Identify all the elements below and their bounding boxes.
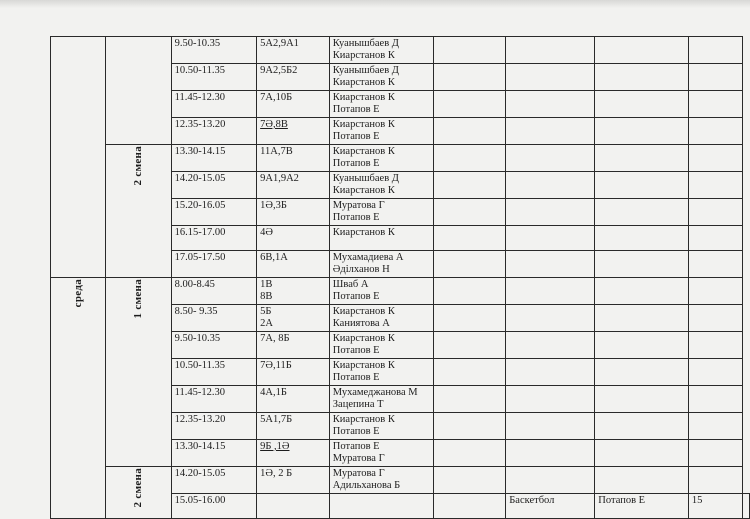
- teacher-cell: [329, 278, 433, 305]
- empty-cell: [688, 64, 742, 91]
- teacher-cell-line: Әділханов Н: [332, 264, 390, 275]
- empty-cell: [506, 37, 595, 64]
- class-cell-line: 1В: [260, 279, 273, 290]
- class-cell: [257, 332, 330, 359]
- class-cell: [257, 305, 330, 332]
- empty-cell: [688, 413, 742, 440]
- empty-cell: [506, 199, 595, 226]
- teacher-cell-line: Куанышбаев Д: [332, 173, 399, 184]
- empty-cell: [506, 64, 595, 91]
- empty-cell: [595, 359, 689, 386]
- empty-cell: [688, 199, 742, 226]
- teacher-cell: [329, 359, 433, 386]
- empty-cell: [433, 64, 505, 91]
- teacher-cell-line: Киарстанов К: [332, 333, 395, 344]
- class-cell-line: 9А2,5Б2: [260, 65, 298, 76]
- empty-cell: [506, 145, 595, 172]
- teacher-cell-line: Мухамадиева А: [332, 252, 404, 263]
- empty-cell: [433, 145, 505, 172]
- teacher-cell-line: Киарстанов К: [332, 306, 395, 317]
- table-row: [51, 37, 750, 64]
- day-cell-wednesday: [51, 278, 106, 519]
- empty-cell: [433, 226, 505, 251]
- teacher-cell: [329, 172, 433, 199]
- empty-cell: [688, 305, 742, 332]
- time-cell: 14.20-15.05: [171, 467, 257, 494]
- class-cell: [257, 440, 330, 467]
- sport-cell: Баскетбол: [506, 494, 595, 519]
- teacher-cell-line: Мухамеджанова М: [332, 387, 418, 398]
- teacher-cell-line: Киарстанов К: [332, 227, 395, 238]
- class-cell: [257, 226, 330, 251]
- teacher-cell: [329, 413, 433, 440]
- teacher-cell-line: Адильханова Б: [332, 480, 401, 491]
- empty-cell: [433, 172, 505, 199]
- count-cell: 15: [688, 494, 742, 519]
- teacher-cell: [329, 440, 433, 467]
- empty-cell: [595, 251, 689, 278]
- shift-2-cell: [106, 145, 171, 278]
- teacher-cell-line: Потапов Е: [332, 372, 380, 383]
- table-row: [51, 145, 750, 172]
- table-row: [51, 278, 750, 305]
- class-cell-line: 1Ә,3Б: [260, 200, 287, 211]
- empty-cell: [688, 440, 742, 467]
- teacher-cell: [329, 37, 433, 64]
- empty-cell: [595, 305, 689, 332]
- class-cell: [257, 199, 330, 226]
- empty-cell: [506, 118, 595, 145]
- empty-cell: [433, 251, 505, 278]
- class-cell: [257, 37, 330, 64]
- teacher-cell-line: Потапов Е: [332, 104, 380, 115]
- empty-cell: [433, 332, 505, 359]
- teacher-cell: [329, 251, 433, 278]
- empty-cell: [688, 145, 742, 172]
- class-cell-line: 7Ә,11Б: [260, 360, 292, 371]
- class-cell-line: 9А1,9А2: [260, 173, 299, 184]
- teacher-cell: [329, 332, 433, 359]
- empty-cell: [506, 413, 595, 440]
- empty-cell: [688, 386, 742, 413]
- teacher-cell-line: Муратова Г: [332, 200, 385, 211]
- empty-cell: [595, 118, 689, 145]
- empty-cell: [506, 172, 595, 199]
- class-cell: [257, 386, 330, 413]
- empty-cell: [506, 278, 595, 305]
- teacher-cell: [329, 64, 433, 91]
- teacher-cell-line: Киарстанов К: [332, 92, 395, 103]
- empty-cell: [595, 64, 689, 91]
- empty-cell: [506, 440, 595, 467]
- empty-cell: [595, 199, 689, 226]
- empty-cell: [595, 440, 689, 467]
- empty-cell: [433, 359, 505, 386]
- teacher-cell: [329, 494, 433, 519]
- empty-cell: [595, 226, 689, 251]
- time-cell: 9.50-10.35: [171, 37, 257, 64]
- class-cell-line: 4Ә: [260, 227, 273, 238]
- teacher-cell-line: Киарстанов К: [332, 146, 395, 157]
- teacher-cell: [329, 467, 433, 494]
- class-cell: [257, 172, 330, 199]
- schedule-table: [50, 36, 750, 519]
- empty-cell: [433, 413, 505, 440]
- teacher-cell-line: Киарстанов К: [332, 119, 395, 130]
- class-cell-line: 11А,7В: [260, 146, 293, 157]
- class-cell-line: 7Ә,8В: [260, 119, 288, 130]
- teacher-cell-line: Потапов Е: [332, 441, 380, 452]
- empty-cell: [506, 305, 595, 332]
- time-cell: 9.50-10.35: [171, 332, 257, 359]
- time-cell: 10.50-11.35: [171, 64, 257, 91]
- empty-cell: [433, 91, 505, 118]
- time-cell: 10.50-11.35: [171, 359, 257, 386]
- teacher-cell: [329, 118, 433, 145]
- teacher-cell-line: Потапов Е: [332, 291, 380, 302]
- empty-cell: [433, 305, 505, 332]
- page-edge: [0, 0, 750, 8]
- empty-cell: [506, 332, 595, 359]
- class-cell: [257, 118, 330, 145]
- class-cell-line: 9Б ,1Ә: [260, 441, 290, 452]
- class-cell: [257, 64, 330, 91]
- class-cell-line: 5А1,7Б: [260, 414, 293, 425]
- empty-cell: [433, 118, 505, 145]
- time-cell: 17.05-17.50: [171, 251, 257, 278]
- teacher-cell-line: Шваб А: [332, 279, 369, 290]
- teacher-cell: [329, 145, 433, 172]
- time-cell: 8.00-8.45: [171, 278, 257, 305]
- class-cell: [257, 278, 330, 305]
- empty-cell: [433, 467, 505, 494]
- empty-cell: [506, 226, 595, 251]
- teacher-cell: [329, 226, 433, 251]
- empty-cell: [688, 278, 742, 305]
- empty-cell: [595, 386, 689, 413]
- empty-cell: [595, 413, 689, 440]
- empty-cell: [688, 251, 742, 278]
- class-cell: [257, 145, 330, 172]
- teacher-cell-line: Зацепина Т: [332, 399, 384, 410]
- teacher-cell-line: Киарстанов К: [332, 414, 395, 425]
- empty-cell: [688, 118, 742, 145]
- class-cell-line: 5А2,9А1: [260, 38, 299, 49]
- table-row: [51, 467, 750, 494]
- time-cell: 12.35-13.20: [171, 118, 257, 145]
- class-cell: [257, 359, 330, 386]
- empty-cell: [688, 172, 742, 199]
- empty-cell: [506, 467, 595, 494]
- day-cell-previous: [51, 37, 106, 278]
- empty-cell: [595, 278, 689, 305]
- empty-cell: [595, 172, 689, 199]
- shift-1-cell-label: 1 смена: [132, 279, 145, 319]
- time-cell: 13.30-14.15: [171, 440, 257, 467]
- teacher-cell-line: Потапов Е: [332, 212, 380, 223]
- class-cell-line: 6В,1А: [260, 252, 288, 263]
- teacher-cell-line: Киарстанов К: [332, 360, 395, 371]
- class-cell: [257, 251, 330, 278]
- class-cell-line: 4А,1Б: [260, 387, 287, 398]
- empty-cell: [506, 251, 595, 278]
- teacher-cell-line: Каниятова А: [332, 318, 390, 329]
- empty-cell: [688, 226, 742, 251]
- time-cell: 15.20-16.05: [171, 199, 257, 226]
- teacher-cell-line: Муратова Г: [332, 468, 385, 479]
- teacher-cell: [329, 199, 433, 226]
- teacher-cell-line: Потапов Е: [332, 131, 380, 142]
- teacher-cell-line: Потапов Е: [332, 158, 380, 169]
- time-cell: 12.35-13.20: [171, 413, 257, 440]
- teacher-cell-line: Потапов Е: [332, 426, 380, 437]
- schedule-body: [51, 37, 750, 519]
- class-cell: [257, 91, 330, 118]
- class-cell-line: 7А,10Б: [260, 92, 293, 103]
- teacher-cell-line: Муратова Г: [332, 453, 385, 464]
- class-cell-line: 1Ә, 2 Б: [260, 468, 293, 479]
- class-cell: [257, 494, 330, 519]
- class-cell: [257, 413, 330, 440]
- coach-cell: Потапов Е: [595, 494, 689, 519]
- empty-cell: [595, 332, 689, 359]
- empty-cell: [506, 359, 595, 386]
- day-cell-wednesday-label: среда: [72, 279, 85, 308]
- class-cell-line: 5Б: [260, 306, 272, 317]
- teacher-cell: [329, 91, 433, 118]
- empty-cell: [506, 91, 595, 118]
- teacher-cell-line: Потапов Е: [332, 345, 380, 356]
- time-cell: 14.20-15.05: [171, 172, 257, 199]
- time-cell: 15.05-16.00: [171, 494, 257, 519]
- teacher-cell-line: Киарстанов К: [332, 185, 395, 196]
- time-cell: 16.15-17.00: [171, 226, 257, 251]
- teacher-cell-line: Киарстанов К: [332, 50, 395, 61]
- time-cell: 11.45-12.30: [171, 91, 257, 118]
- shift-2-cell-label: 2 смена: [132, 146, 145, 186]
- empty-cell: [595, 145, 689, 172]
- class-cell: [257, 467, 330, 494]
- empty-cell: [433, 199, 505, 226]
- shift-2-cell-wednesday-label: 2 смена: [132, 468, 145, 508]
- time-cell: 11.45-12.30: [171, 386, 257, 413]
- empty-cell: [595, 91, 689, 118]
- empty-cell: [433, 386, 505, 413]
- empty-cell: [433, 494, 505, 519]
- teacher-cell-line: Куанышбаев Д: [332, 65, 399, 76]
- class-cell-line: 8В: [260, 291, 273, 302]
- class-cell-line: 7А, 8Б: [260, 333, 290, 344]
- class-cell-line: 2А: [260, 318, 273, 329]
- empty-cell: [433, 440, 505, 467]
- teacher-cell: [329, 386, 433, 413]
- empty-cell: [506, 386, 595, 413]
- empty-cell: [688, 467, 742, 494]
- empty-cell: [688, 91, 742, 118]
- empty-cell: [743, 494, 750, 519]
- time-cell: 8.50- 9.35: [171, 305, 257, 332]
- time-cell: 13.30-14.15: [171, 145, 257, 172]
- empty-cell: [688, 359, 742, 386]
- teacher-cell-line: Куанышбаев Д: [332, 38, 399, 49]
- teacher-cell-line: Киарстанов К: [332, 77, 395, 88]
- empty-cell: [595, 37, 689, 64]
- empty-cell: [433, 278, 505, 305]
- teacher-cell: [329, 305, 433, 332]
- shift-1-cell: [106, 278, 171, 467]
- empty-cell: [595, 467, 689, 494]
- empty-cell: [433, 37, 505, 64]
- empty-cell: [688, 332, 742, 359]
- shift-cell-previous-1: [106, 37, 171, 145]
- empty-cell: [688, 37, 742, 64]
